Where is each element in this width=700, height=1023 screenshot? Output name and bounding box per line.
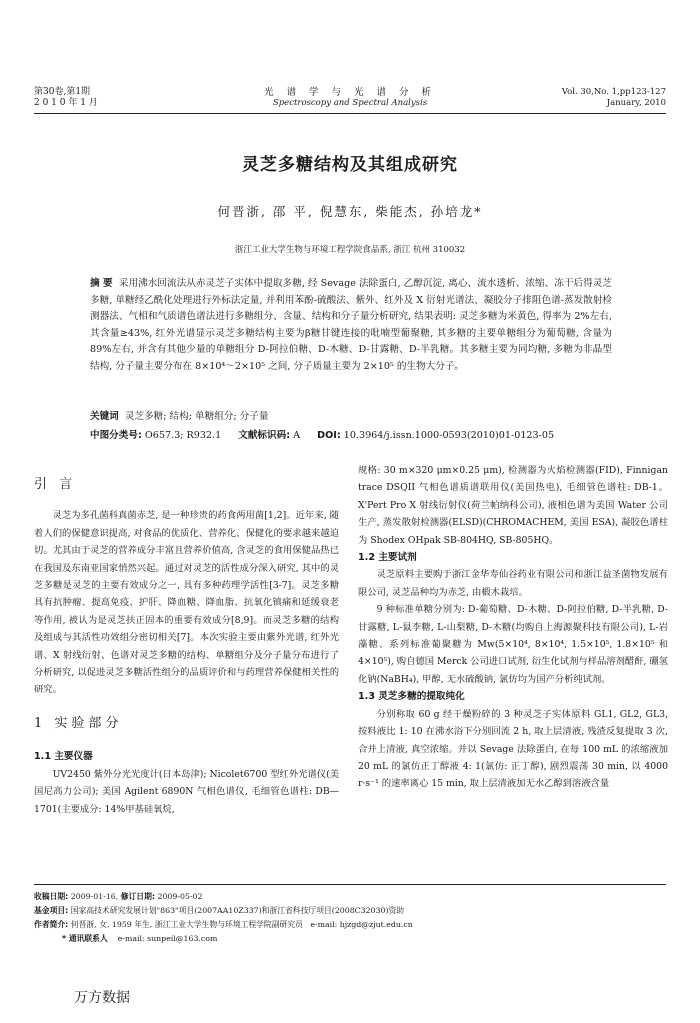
issue-date: 2 0 1 0 年 1 月 (34, 98, 98, 108)
doc-code-value: A (293, 430, 301, 441)
section-1-2-heading: 1.2 主要试剂 (358, 552, 417, 564)
corresponding-label: * 通讯联系人 (62, 934, 108, 943)
doi-value: 10.3964/j.issn.1000-0593(2010)01-0123-05 (343, 430, 555, 441)
issue-volume: 第30卷,第1期 (34, 87, 91, 97)
revised-date: 2009-05-02 (157, 892, 203, 901)
fund-text: 国家高技术研究发展计划"863"项目(2007AA10Z337)和浙江省科技厅项目(2008C32030)资助 (70, 906, 405, 915)
keywords-text: 灵芝多糖; 结构; 单糖组分; 分子量 (124, 411, 269, 422)
journal-name-en: Spectroscopy and Spectral Analysis (272, 98, 428, 108)
footnotes (34, 890, 666, 946)
footnote-author-bio (34, 918, 666, 932)
corresponding-email: e-mail: sunpeil@163.com (117, 934, 218, 943)
section-1-1-paragraph: UV2450 紫外分光光度计(日本岛津); Nicolet6700 型红外光谱仪(美国尼高力公司); 美国 Agilent 6890N 气相色谱仪, 毛细管色谱柱: DB—1701(主要成分: 14%甲基硅氧烷, (34, 768, 339, 815)
issue-info (34, 87, 184, 109)
section-1-heading: 1 实验部分 (34, 715, 123, 731)
bio-text: 何晋浙, 女, 1959 年生, 浙江工业大学生物与环境工程学院副研究员 (70, 920, 303, 929)
paper-title: 灵芝多糖结构及其组成研究 (242, 155, 458, 175)
publication-month: January, 2010 (606, 98, 666, 108)
section-1-3-heading: 1.3 灵芝多糖的提取纯化 (358, 691, 465, 703)
instrument-continuation: 规格: 30 m×320 μm×0.25 μm), 检测器为火焰检测器(FID), Finnigan trace DSQII 气相色谱质谱联用仪(美国热电), 毛细管色谱柱: DB-1。X'Pert Pro X 射线衍射仪(荷兰帕纳科公司), 液相色谱为美国 Water 公司生产, 蒸发散射检测器(ELSD)(CHROMACHEM, 美国 ESA), 凝胶色谱柱为 Shodex OHpak SB-804HQ, SB-805HQ。 (358, 465, 668, 546)
intro-heading: 引 言 (34, 477, 77, 492)
volume-pages (480, 87, 666, 109)
classification-line (90, 429, 650, 443)
section-1-1-heading: 1.1 主要仪器 (34, 751, 93, 763)
section-1-3-paragraph: 分别称取 60 g 经干燥粉碎的 3 种灵芝子实体原料 GL1, GL2, GL3, 按料液比 1: 10 在沸水浴下分别回流 2 h, 取上层清液, 残渣反复提取 3 次, 合并上清液, 真空浓缩。并以 Sevage 法除蛋白, 在每 100 mL 的浓缩液加 20 mL 的氯仿正丁醇液 4: 1(氯仿: 正丁醇), 剧烈震荡 30 min, 以 4000 r·s⁻¹ 的速率离心 15 min, 取上层清液加无水乙醇到溶液含量 (358, 708, 668, 790)
revised-label: 修订日期: (120, 892, 156, 901)
right-column (358, 462, 668, 793)
left-column (34, 466, 339, 818)
affiliation: 浙江工业大学生物与环境工程学院食品系, 浙江 杭州 310032 (234, 245, 466, 255)
section-1-2-paragraph-1: 灵芝原料主要购于浙江金华寿仙谷药业有限公司和浙江益圣菌物发展有限公司, 灵芝品种均为赤芝, 由椴木栽培。 (358, 569, 668, 598)
clc-label: 中图分类号: (90, 430, 142, 441)
journal-name-cn: 光 谱 学 与 光 谱 分 析 (263, 87, 437, 98)
footnote-corresponding (34, 932, 666, 946)
journal-name (232, 87, 468, 109)
intro-paragraph: 灵芝为多孔菌科真菌赤芝, 是一种珍贵的药食两用菌[1,2]。近年来, 随着人们的保健意识提高, 对食品的优质化、营养化、保健化的要求越来越迫切。尤其由于灵芝的营养成分丰富且营养价值高, 含灵芝的食用保健品热已在我国及东南亚国家悄然兴起。通过对灵芝的活性成分深入研究, 其中的灵芝多糖是灵芝的主要有效成分之一, 具有多种药理学活性[3-7]。灵芝多糖具有抗肿瘤、提高免疫、护肝、降血糖、降血脂、抗氧化镇痛和延缓衰老等作用, 被认为是灵芝扶正固本的重要有效成分[8,9]。而灵芝多糖的结构及组成与其活性功效组分密切相关[7]。本次实验主要由紫外光谱, 红外光谱、X 射线衍射、色谱对灵芝多糖的结构、单糖组分及分子量分布进行了分析研究, 以促进灵芝多糖活性组分的品质评价和与药理营养保健相关性的研究。 (34, 510, 339, 696)
fund-label: 基金项目: (34, 906, 69, 915)
bio-email: e-mail: hjzgd@zjut.edu.cn (310, 920, 413, 929)
keywords (90, 410, 630, 424)
doi-label: DOI: (317, 430, 341, 441)
doc-code-label: 文献标识码: (238, 430, 291, 441)
footnote-funding (34, 904, 666, 918)
volume-pages-line: Vol. 30,No. 1,pp123-127 (561, 87, 666, 97)
received-label: 收稿日期: (34, 892, 69, 901)
section-1-2-paragraph-2: 9 种标准单糖分别为: D-葡萄糖、D-木糖、D-阿拉伯糖, D-半乳糖, D-甘露糖, L-鼠李糖, L-山梨糖, D-木糖(均购自上海源聚科技有限公司), L-岩藻糖、系列标准葡聚糖为 Mw(5×10⁴, 8×10⁴, 1.5×10⁵, 1.8×10⁵ 和 4×10⁵), 购自德国 Merck 公司进口试剂, 衍生化试剂与样品溶剂醋酐, 硼氢化钠(NaBH₄), 甲醇, 无水硫酸钠, 氯仿均为国产分析纯试剂。 (358, 604, 668, 685)
author-list: 何晋浙, 邵 平, 倪慧东, 柴能杰, 孙培龙* (217, 204, 483, 219)
abstract-label: 摘 要 (90, 278, 113, 289)
clc-value: O657.3; R932.1 (144, 430, 222, 441)
abstract (90, 276, 612, 376)
footnote-dates (34, 890, 666, 904)
header-rule (34, 113, 666, 114)
received-date: 2009-01-16, (70, 892, 119, 901)
watermark: 万方数据 (74, 990, 130, 1006)
keywords-label: 关键词 (90, 411, 119, 422)
abstract-text: 采用沸水回流法从赤灵芝子实体中提取多糖, 经 Sevage 法除蛋白, 乙醇沉淀, 离心、流水透析、浓缩、冻干后得灵芝多糖, 单糖经乙酰化处理进行外标法定量, 并利用苯酚-硫酸法、紫外、红外及 X 衍射光谱法、凝胶分子排阻色谱-蒸发散射检测器法、气相和气质谱色谱法进行多糖组分、含量、结构和分子量分析研究, 结果表明: 灵芝多糖为米黄色, 得率为 2%左右, 其含量≥43%, 红外光谱显示灵芝多糖结构主要为β糖甘键连接的吡喃型葡聚糖, 其多糖的主要单糖组分为葡萄糖, 含量为 89%左右, 并含有其他少量的单糖组分 D-阿拉伯糖、D-木糖、D-甘露糖、D-半乳糖。其多糖主要为同均糖, 多糖为非晶型结构, 分子量主要分布在 8×10⁴～2×10⁵ 之间, 分子质量主要为 2×10⁵ 的生物大分子。 (90, 278, 612, 372)
bio-label: 作者简介: (34, 920, 69, 929)
footnote-rule (34, 884, 666, 885)
